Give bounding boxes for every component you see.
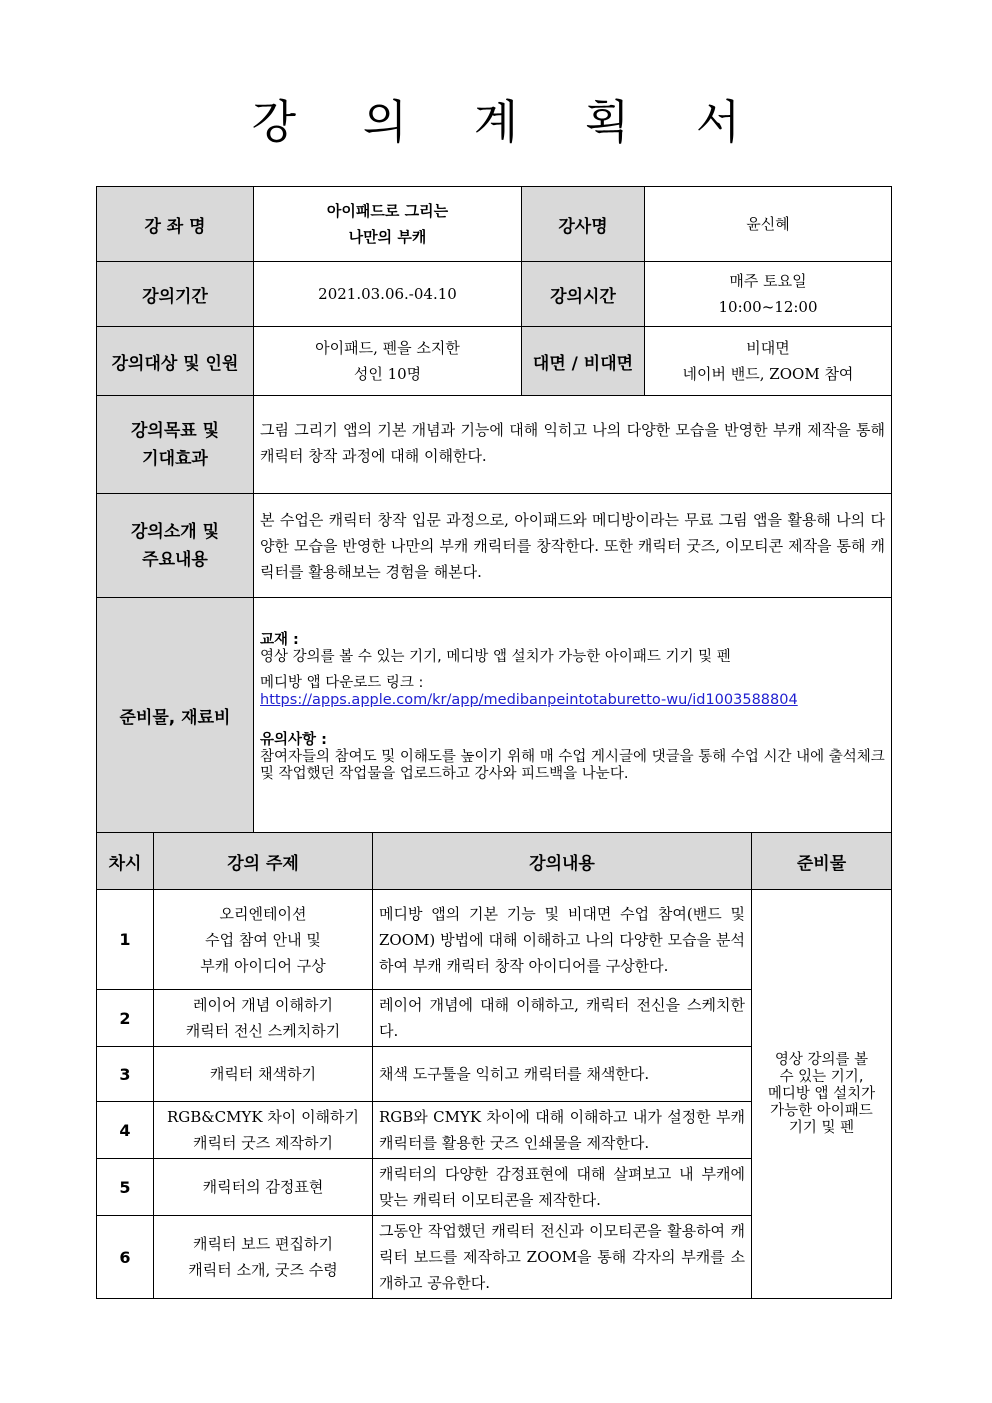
course-name-line2: 나만의 부캐: [348, 228, 427, 246]
info-row-period: [97, 262, 892, 327]
header-no: 차시: [97, 833, 154, 890]
period-value: 2021.03.06.-04.10: [254, 262, 522, 327]
topic-line: 캐릭터 채색하기: [209, 1065, 317, 1083]
info-row-target: [97, 327, 892, 396]
course-info-table: [96, 186, 892, 834]
prep-line: 영상 강의를 볼: [774, 1051, 869, 1068]
instructor-label: 강사명: [522, 187, 645, 262]
mode-line2: 네이버 밴드, ZOOM 참여: [682, 365, 854, 383]
mode-line1: 비대면: [746, 339, 790, 357]
target-value: [254, 327, 522, 396]
course-name-label: 강 좌 명: [97, 187, 254, 262]
topic-line: 캐릭터 전신 스케치하기: [185, 1022, 341, 1040]
info-row-course: [97, 187, 892, 262]
materials-heading: 교재 :: [260, 632, 299, 648]
time-line2: 10:00~12:00: [718, 298, 818, 316]
intro-label: [97, 494, 254, 598]
course-name-line1: 아이패드로 그리는: [326, 202, 449, 220]
intro-label-line2: 주요내용: [142, 549, 208, 570]
info-row-materials: [97, 598, 892, 834]
topic-line: 레이어 개념 이해하기: [193, 996, 333, 1014]
session-content: 메디방 앱의 기본 기능 및 비대면 수업 참여(밴드 및 ZOOM) 방법에 대해 이해하고 나의 다양한 모습을 분석하여 부캐 캐릭터 창작 아이디어를 구상한다.: [373, 890, 752, 990]
session-number: 1: [97, 890, 154, 990]
session-topic: [154, 1216, 373, 1299]
goal-label-line1: 강의목표 및: [130, 420, 220, 441]
schedule-table: [96, 832, 892, 1299]
header-prep: 준비물: [752, 833, 892, 890]
course-name: [254, 187, 522, 262]
topic-line: 캐릭터 보드 편집하기: [193, 1235, 333, 1253]
prep-line: 가능한 아이패드: [770, 1102, 873, 1119]
prep-line: 메디방 앱 설치가: [767, 1085, 876, 1102]
session-number: 5: [97, 1159, 154, 1216]
target-line2: 성인 10명: [353, 365, 422, 383]
notice-heading: 유의사항 :: [260, 732, 327, 748]
download-label: 메디방 앱 다운로드 링크 :: [260, 675, 424, 691]
info-row-intro: [97, 494, 892, 598]
topic-line: 부캐 아이디어 구상: [200, 956, 326, 975]
header-topic: 강의 주제: [154, 833, 373, 890]
topic-line: 캐릭터 굿즈 제작하기: [193, 1134, 333, 1152]
topic-line: 캐릭터 소개, 굿즈 수령: [188, 1261, 338, 1279]
schedule-header-row: [97, 833, 892, 890]
session-content: 그동안 작업했던 캐릭터 전신과 이모티콘을 활용하여 캐릭터 보드를 제작하고 ZOOM을 통해 각자의 부캐를 소개하고 공유한다.: [373, 1216, 752, 1299]
period-label: 강의기간: [97, 262, 254, 327]
session-content: 레이어 개념에 대해 이해하고, 캐릭터 전신을 스케치한다.: [373, 990, 752, 1047]
goal-label-line2: 기대효과: [142, 448, 208, 469]
page-title: 강 의 계 획 서: [251, 95, 767, 149]
time-line1: 매주 토요일: [729, 272, 807, 290]
session-number: 4: [97, 1102, 154, 1159]
instructor-name: 윤신혜: [645, 187, 892, 262]
materials-text: 영상 강의를 볼 수 있는 기기, 메디방 앱 설치가 가능한 아이패드 기기 및 펜: [260, 649, 731, 665]
session-number: 2: [97, 990, 154, 1047]
time-value: [645, 262, 892, 327]
intro-text: 본 수업은 캐릭터 창작 입문 과정으로, 아이패드와 메디방이라는 무료 그림 앱을 활용해 나의 다양한 모습을 반영한 나만의 부캐 캐릭터를 창작한다. 또한 캐릭터 굿즈, 이모티콘 제작을 통해 캐릭터를 활용해보는 경험을 해본다.: [254, 494, 892, 598]
session-topic: [154, 1159, 373, 1216]
target-line1: 아이패드, 펜을 소지한: [315, 339, 460, 357]
prep-line: 수 있는 기기,: [779, 1068, 864, 1085]
session-content: RGB와 CMYK 차이에 대해 이해하고 내가 설정한 부캐 캐릭터를 활용한 굿즈 인쇄물을 제작한다.: [373, 1102, 752, 1159]
time-label: 강의시간: [522, 262, 645, 327]
prep-line: 기기 및 펜: [788, 1119, 855, 1136]
session-topic: [154, 1102, 373, 1159]
session-topic: [154, 1047, 373, 1102]
topic-line: 캐릭터의 감정표현: [202, 1178, 324, 1196]
session-topic: [154, 890, 373, 990]
mode-label: 대면 / 비대면: [522, 327, 645, 396]
goal-label: [97, 396, 254, 494]
session-content: 채색 도구툴을 익히고 캐릭터를 채색한다.: [373, 1047, 752, 1102]
topic-line: RGB&CMYK 차이 이해하기: [166, 1108, 360, 1126]
session-number: 3: [97, 1047, 154, 1102]
materials-label: 준비물, 재료비: [97, 598, 254, 834]
goal-text: 그림 그리기 앱의 기본 개념과 기능에 대해 익히고 나의 다양한 모습을 반영한 부캐 제작을 통해 캐릭터 창작 과정에 대해 이해한다.: [254, 396, 892, 494]
topic-line: 수업 참여 안내 및: [205, 930, 321, 949]
download-link[interactable]: https://apps.apple.com/kr/app/medibanpeintotaburetto-wu/id1003588804: [260, 692, 798, 708]
topic-line: 오리엔테이션: [219, 904, 307, 923]
header-content: 강의내용: [373, 833, 752, 890]
intro-label-line1: 강의소개 및: [130, 521, 220, 542]
session-topic: [154, 990, 373, 1047]
info-row-goal: [97, 396, 892, 494]
target-label: 강의대상 및 인원: [97, 327, 254, 396]
schedule-row: [97, 890, 892, 990]
prep-cell: [752, 890, 892, 1299]
mode-value: [645, 327, 892, 396]
session-number: 6: [97, 1216, 154, 1299]
session-content: 캐릭터의 다양한 감정표현에 대해 살펴보고 내 부캐에 맞는 캐릭터 이모티콘을 제작한다.: [373, 1159, 752, 1216]
notice-text: 참여자들의 참여도 및 이해도를 높이기 위해 매 수업 게시글에 댓글을 통해 수업 시간 내에 출석체크 및 작업했던 작업물을 업로드하고 강사와 피드백을 나눈다.: [260, 749, 885, 782]
materials-cell: [254, 598, 892, 834]
